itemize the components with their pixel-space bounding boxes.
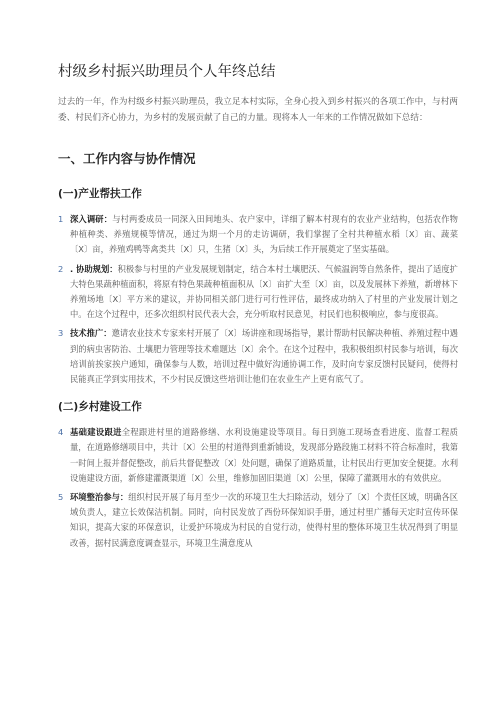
item-number: 5 <box>58 492 64 503</box>
item-text: 组织村民开展了每月至少一次的环境卫生大扫除活动，划分了〔X〕个责任区域，明确各区域负责人，建立长效保洁机制。同时，向村民发放了西份环保知识手册，通过村里广播每天定时宣传环保知识，提高大家的环保意识，让爱护环境成为村民的自觉行动，使得村里的整体环境卫生状况得到了明显改善，据村民满意度调查显示，环境卫生满意度从 <box>70 492 458 548</box>
item-text: 与村两委成员一同深入田间地头、农户家中，详细了解本村现有的农业产业结构，包括农作物种植种类、养殖规模等情况，通过为期一个月的走访调研，我们掌握了全村共种植水稻〔X〕亩、蔬菜〔X〕亩，养殖鸡鸭等禽类共〔X〕只，生猪〔X〕头，为后续工作开展奠定了坚实基础。 <box>70 214 458 255</box>
item-lead: 环境整治参与： <box>70 492 129 503</box>
item-lead: 深入调研： <box>70 214 113 224</box>
list-item <box>58 326 458 387</box>
item-lead: 基础建设跟进 <box>70 427 122 438</box>
industry-items-list <box>58 212 458 387</box>
subsection-heading-rural-construction: (二)乡村建设工作 <box>58 401 142 414</box>
item-number: 1 <box>58 214 64 224</box>
item-text: 邀请农业技术专家来村开展了〔X〕场讲座和现场指导，累计帮助村民解决种植、养殖过程中遇到的病虫害防治、土壤肥力管理等技术难题达〔X〕余个。在这个过程中，我积极组织村民参与培训，每次培训前挨家挨户通知，确保参与人数，培训过程中做好沟通协调工作，及时向专家反馈村民疑问，使得村民能真正学到实用技术，不少村民反馈这些培训让他们在农业生产上更有底气了。 <box>70 328 458 385</box>
item-text: 全程跟进村里的道路修缮、水利设施建设等项目。每日到施工现场查看进度、监督工程质量，在道路修缮项目中，共计〔X〕公里的村道得到重新铺设，发现部分路段施工材料不符合标准时，我第一时间上报并督促整改，前后共督促整改〔X〕处问题，确保了道路质量，让村民出行更加安全便捷。水利设施建设方面，新修建灌溉渠道〔X〕公里，维修加固旧渠道〔X〕公里，保障了灌溉用水的有效供应。 <box>70 427 458 483</box>
intro-paragraph: 过去的一年，作为村级乡村振兴助理员，我立足本村实际，全身心投入到乡村振兴的各项工作中，与村两委、村民们齐心协力，为乡村的发展贡献了自己的力量。现将本人一年来的工作情况做如下总结： <box>58 97 458 123</box>
item-number: 4 <box>58 427 64 438</box>
item-text: 积极参与村里的产业发展规划制定，结合本村土壤肥沃、气候温润等自然条件，提出了适度扩大特色果蔬种植面积，将原有特色果蔬种植面积从〔X〕亩扩大至〔X〕亩，以及发展林下养殖，新增林下养殖场地〔X〕平方米的建议，并协同相关部门进行可行性评估，最终成功纳入了村里的产业发展计划之中。在这个过程中，还多次组织村民代表大会，充分听取村民意见，村民们也积极响应，参与度很高。 <box>70 263 458 320</box>
section-heading-work-content: 一、工作内容与协作情况 <box>58 151 196 166</box>
construction-items-list <box>58 425 458 551</box>
document-page <box>58 62 458 555</box>
list-item <box>58 425 458 486</box>
item-number: 3 <box>58 328 64 339</box>
list-item <box>58 490 458 551</box>
item-lead: . 协助规划： <box>70 263 118 274</box>
list-item <box>58 212 458 258</box>
subsection-heading-industry: (一)产业帮扶工作 <box>58 188 142 200</box>
list-item <box>58 262 458 323</box>
document-title: 村级乡村振兴助理员个人年终总结 <box>58 64 276 80</box>
item-number: 2 <box>58 263 64 274</box>
item-lead: 技术推广： <box>70 328 112 339</box>
